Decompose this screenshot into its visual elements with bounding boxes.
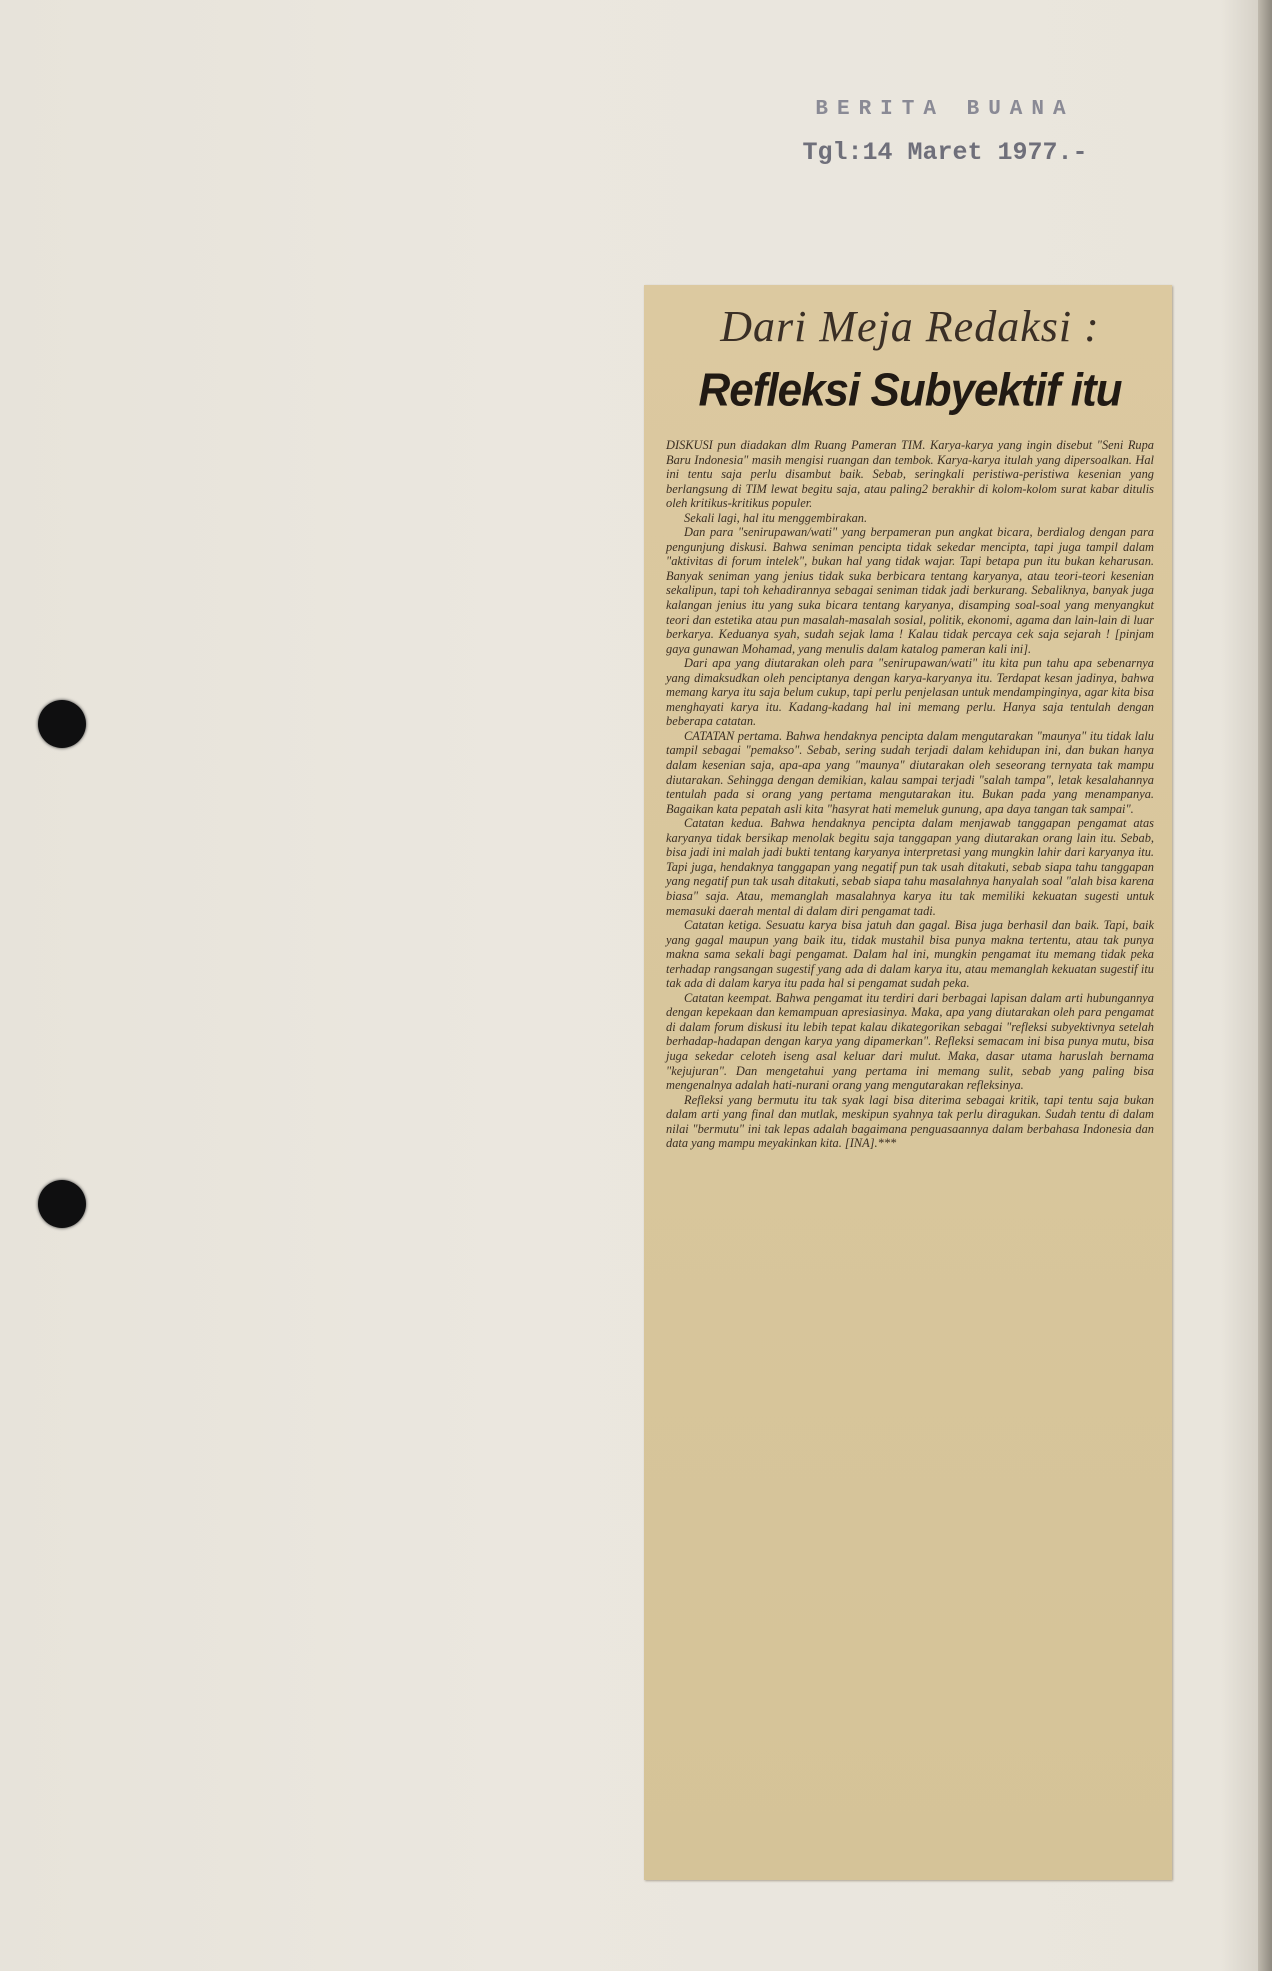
page-edge bbox=[1258, 0, 1272, 1971]
clipping-date: Tgl:14 Maret 1977.- bbox=[802, 138, 1088, 167]
article-paragraph: Catatan ketiga. Sesuatu karya bisa jatuh dan gagal. Bisa juga berhasil dan baik. Tapi, baik yang gagal maupun yang baik itu, tidak mustahil bisa punya makna tertentu, atau tak punya makna sama sekali bagi pengamat. Dalam hal ini, mungkin pengamat itu memang tidak peka terhadap rangsangan sugestif yang ada di dalam karya itu, atau memanglah kekuatan sugestif itu tak ada di dalam karya itu pada hal si pengamat sudah peka. bbox=[666, 918, 1154, 991]
article-paragraph: Refleksi yang bermutu itu tak syak lagi bisa diterima sebagai kritik, tapi tentu saja bukan dalam arti yang final dan mutlak, meskipun syahnya tak perlu diragukan. Sudah tentu di dalam nilai "bermutu" ini tak lepas adalah bagaimana penguasaannya dalam berbahasa Indonesia dan data yang mampu meyakinkan kita. [INA].*** bbox=[666, 1092, 1154, 1151]
column-rubric: Dari Meja Redaksi : bbox=[720, 302, 1100, 351]
newspaper-clipping bbox=[644, 285, 1172, 1880]
article-headline: Refleksi Subyektif itu bbox=[698, 364, 1122, 417]
article-paragraph: Dari apa yang diutarakan oleh para "senirupawan/wati" itu kita pun tahu apa sebenarnya yang dimaksudkan oleh penciptanya dengan karya-karyanya itu. Terdapat kesan jadinya, bahwa memang karya itu saja belum cukup, tapi perlu penjelasan untuk mendampinginya, agar kita bisa menghayati karya itu. Kadang-kadang hal ini memang perlu. Hanya saja tentulah dengan beberapa catatan. bbox=[666, 656, 1154, 729]
punch-hole-top bbox=[38, 700, 86, 748]
article-paragraph: Dan para "senirupawan/wati" yang berpameran pun angkat bicara, berdialog dengan para pengunjung diskusi. Bahwa seniman pencipta tidak sekedar mencipta, tapi juga tampil dalam "aktivitas di forum intelek", bukan hal yang tidak wajar. Tapi betapa pun itu bukan keharusan. Banyak seniman yang jenius tidak suka berbicara tentang karyanya, atau teori-teori kesenian sekalipun, tapi toh kehadirannya sebagai seniman tidak jadi berkurang. Sebaliknya, banyak juga kalangan jenius itu yang suka bicara tentang karyanya, disamping soal-soal yang menyangkut teori dan estetika atau pun masalah-masalah sosial, politik, ekonomi, agama dan lain-lain di luar berkarya. Keduanya syah, sudah sejak lama ! Kalau tidak percaya cek saja sejarah ! [pinjam gaya gunawan Mohamad, yang menulis dalam katalog pameran kali ini]. bbox=[666, 525, 1154, 656]
article-paragraph: Catatan kedua. Bahwa hendaknya pencipta dalam menjawab tanggapan pengamat atas karyanya tidak bersikap menolak begitu saja tanggapan yang diutarakan orang lain itu. Sebab, bisa jadi ini malah jadi bukti tentang karyanya interpretasi yang mungkin lahir dari karyanya itu. Tapi juga, hendaknya tanggapan yang negatif pun tak usah ditakuti, sebab siapa tahu tanggapan yang negatif pun tak usah ditakuti, sebab siapa tahu masalahnya hanyalah soal "alah bisa karena biasa" saja. Atau, memanglah masalahnya karya itu tak memiliki kekuatan sugesti untuk memasuki daerah mental di dalam diri pengamat tadi. bbox=[666, 816, 1154, 918]
article-paragraph: Catatan keempat. Bahwa pengamat itu terdiri dari berbagai lapisan dalam arti hubungannya dengan kepekaan dan kemampuan apresiasinya. Maka, apa yang diutarakan oleh para pengamat di dalam forum diskusi itu lebih tepat kalau dikategorikan sebagai "refleksi subyektivnya setelah berhadap-hadapan dengan karya yang dipamerkan". Refleksi semacam ini bisa punya mutu, bisa juga sekedar celoteh iseng asal keluar dari mulut. Maka, dasar utama haruslah bernama "kejujuran". Dan mengetahui yang pertama ini memang sulit, sebab yang paling bisa mengenalnya adalah hati-nurani orang yang mengutarakan refleksinya. bbox=[666, 990, 1154, 1093]
article-paragraph: CATATAN pertama. Bahwa hendaknya pencipta dalam mengutarakan "maunya" itu tidak lalu tampil sebagai "pemakso". Sebab, sering sudah terjadi dalam kehidupan ini, dan bukan hanya dalam kesenian saja, apa-apa yang "maunya" diutarakan oleh seseorang ternyata tak mampu diutarakan. Sehingga dengan demikian, kalau sampai terjadi "salah tampa", letak kesalahannya tentulah pada si orang yang pertama mengutarakan itu. Bukan pada yang menampanya. Bagaikan kata pepatah asli kita "hasyrat hati memeluk gunung, apa daya tangan tak sampai". bbox=[666, 728, 1154, 816]
article-paragraph: Sekali lagi, hal itu menggembirakan. bbox=[684, 510, 868, 525]
article-body bbox=[666, 438, 1154, 1151]
punch-hole-bottom bbox=[38, 1180, 86, 1228]
newspaper-name: BERITA BUANA bbox=[815, 98, 1075, 121]
article-paragraph: DISKUSI pun diadakan dlm Ruang Pameran TIM. Karya-karya yang ingin disebut "Seni Rupa Baru Indonesia" masih mengisi ruangan dan tembok. Karya-karya itulah yang dipersoalkan. Hal ini tentu saja perlu disambut baik. Sebab, seringkali peristiwa-peristiwa kesenian yang berlangsung di TIM lewat begitu saja, atau paling2 berakhir di kolom-kolom surat kabar ditulis oleh kritikus-kritikus populer. bbox=[666, 438, 1154, 511]
